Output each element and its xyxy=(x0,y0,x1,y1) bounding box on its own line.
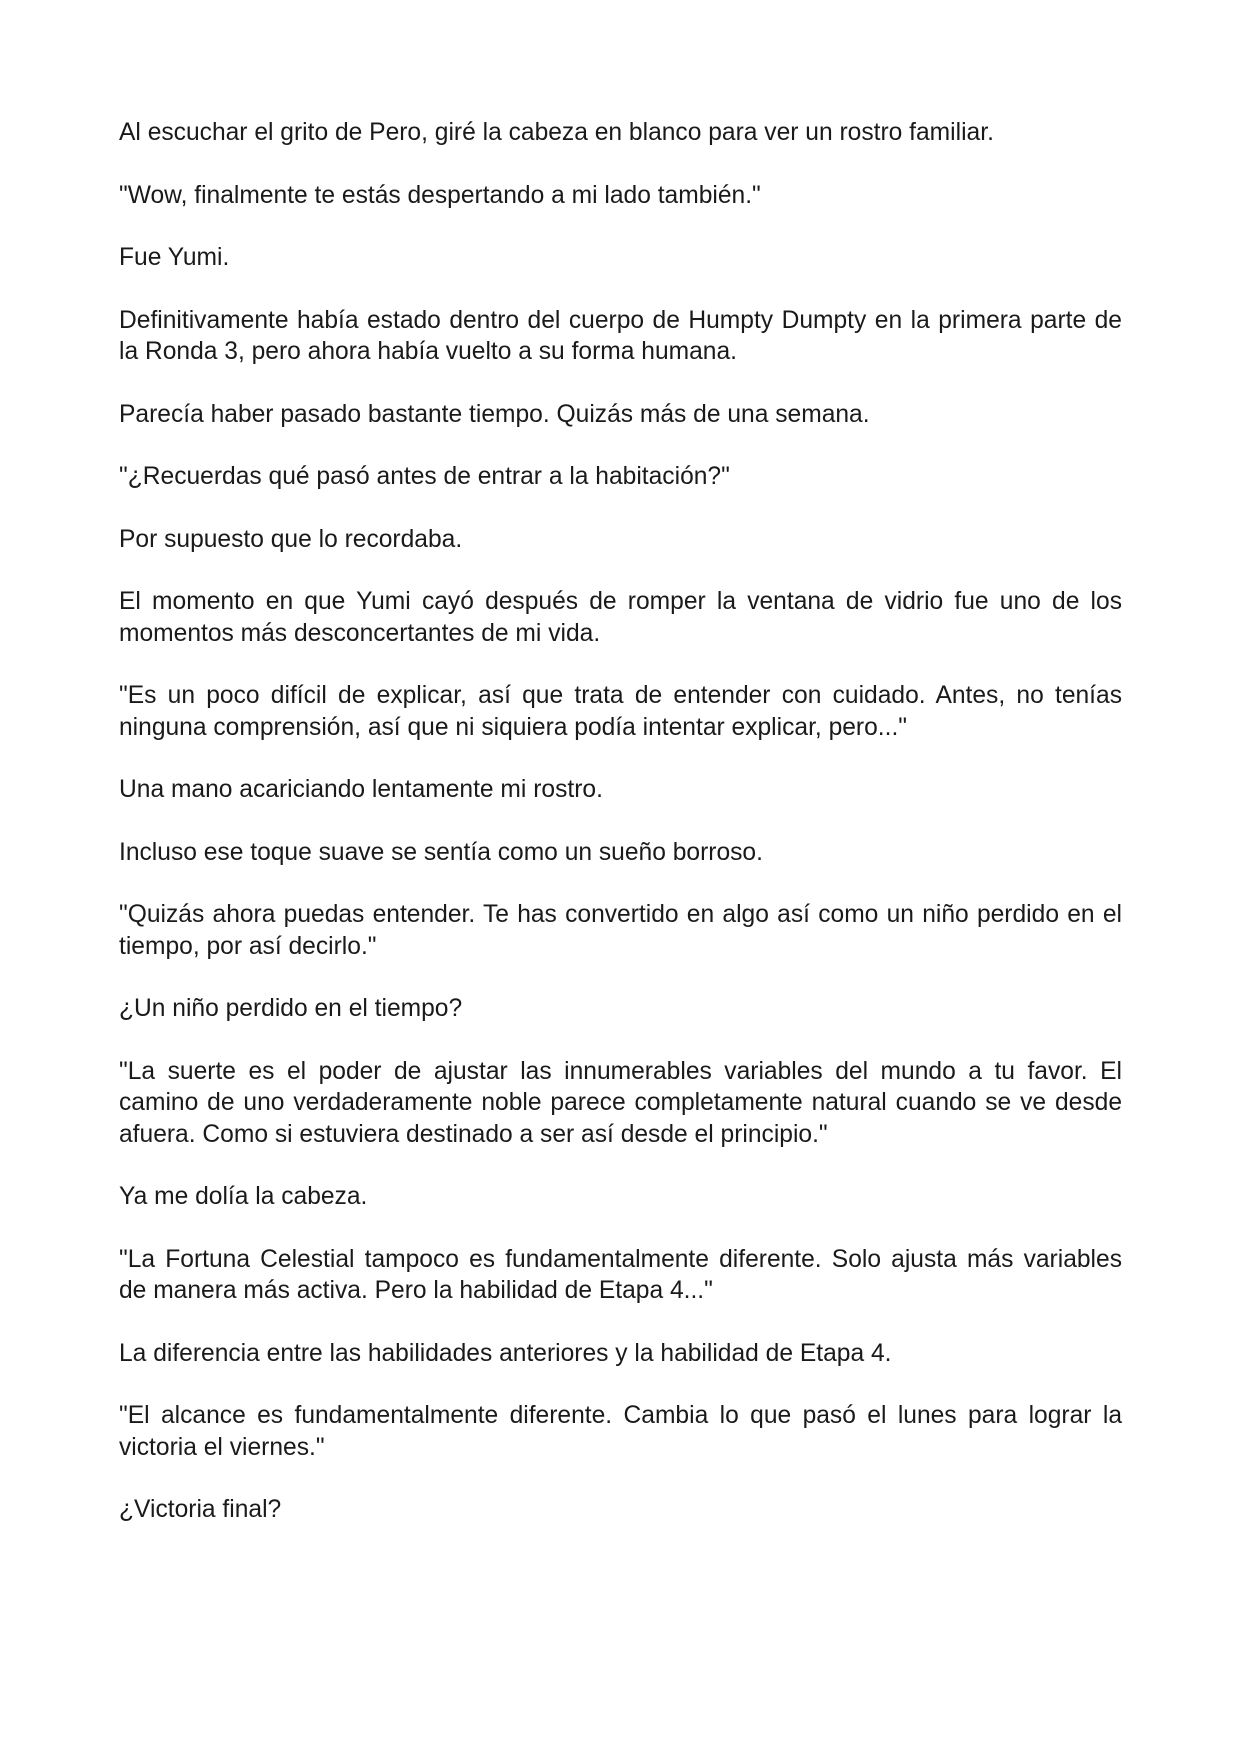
paragraph-13: ¿Un niño perdido en el tiempo? xyxy=(119,995,463,1022)
paragraph-9: "Es un poco difícil de explicar, así que trata de entender con cuidado. Antes, no tenías ninguna comprensión, así que ni siquiera podía intentar explicar, pero..." xyxy=(119,682,1122,741)
paragraph-12: "Quizás ahora puedas entender. Te has convertido en algo así como un niño perdido en el tiempo, por así decirlo." xyxy=(119,901,1122,960)
document-page xyxy=(119,117,1122,1557)
paragraph-18: "El alcance es fundamentalmente diferente. Cambia lo que pasó el lunes para lograr la victoria el viernes." xyxy=(119,1402,1122,1461)
paragraph-1: Al escuchar el grito de Pero, giré la cabeza en blanco para ver un rostro familiar. xyxy=(119,119,994,146)
paragraph-17: La diferencia entre las habilidades anteriores y la habilidad de Etapa 4. xyxy=(119,1339,892,1367)
paragraph-6: "¿Recuerdas qué pasó antes de entrar a la habitación?" xyxy=(119,463,730,490)
paragraph-2: "Wow, finalmente te estás despertando a mi lado también." xyxy=(119,181,761,209)
paragraph-16: "La Fortuna Celestial tampoco es fundamentalmente diferente. Solo ajusta más variables de manera más activa. Pero la habilidad de Etapa 4..." xyxy=(119,1245,1122,1304)
paragraph-8: El momento en que Yumi cayó después de romper la ventana de vidrio fue uno de los momentos más desconcertantes de mi vida. xyxy=(119,588,1122,647)
paragraph-4: Definitivamente había estado dentro del cuerpo de Humpty Dumpty en la primera parte de la Ronda 3, pero ahora había vuelto a su forma humana. xyxy=(119,306,1122,365)
paragraph-15: Ya me dolía la cabeza. xyxy=(119,1183,368,1210)
paragraph-5: Parecía haber pasado bastante tiempo. Quizás más de una semana. xyxy=(119,400,870,428)
paragraph-10: Una mano acariciando lentamente mi rostro. xyxy=(119,776,603,803)
paragraph-11: Incluso ese toque suave se sentía como un sueño borroso. xyxy=(119,838,763,866)
paragraph-7: Por supuesto que lo recordaba. xyxy=(119,525,463,553)
paragraph-3: Fue Yumi. xyxy=(119,244,230,271)
paragraph-14: "La suerte es el poder de ajustar las innumerables variables del mundo a tu favor. El camino de uno verdaderamente noble parece completamente natural cuando se ve desde afuera. Como si estuviera destinado a ser así desde el principio." xyxy=(119,1057,1122,1148)
paragraph-19: ¿Victoria final? xyxy=(119,1496,282,1523)
